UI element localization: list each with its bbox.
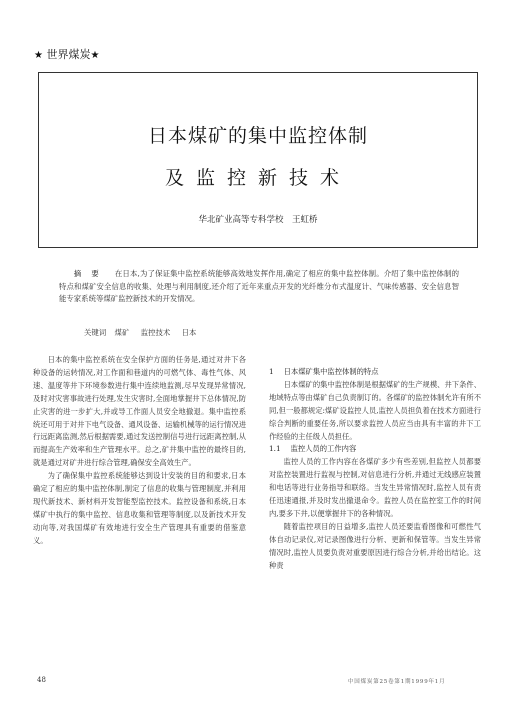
section-heading xyxy=(269,366,481,379)
body-paragraph: 日本的集中监控系统在安全保护方面的任务是,通过对井下各种设备的运转情况,对工作面和巷道内的可燃气体、毒性气体、风速、温度等井下环境参数进行集中连续地监测,尽早发现异常情况,及时对灾害事故进行处理,发生灾害时,全面地掌握井下总体情况,防止灾害的进一步扩大,并或导工作面人员安全地撤退。集中监控系统还可用于对井下电气设备、通风设备、运输机械等的运行情况进行远距离监测,然后根据需要,通过发送控制信号进行远距离控制,从而提高生产效率和生产管理水平。总之,矿井集中监控的最终目的,就是通过对矿井进行综合管理,确保安全高效生产。 xyxy=(33,355,246,468)
subsection-heading xyxy=(269,443,481,456)
subsection-number: 1.1 xyxy=(269,444,281,454)
page-number: 48 xyxy=(37,676,46,684)
column-label-text: 世界煤炭 xyxy=(42,48,91,61)
section-title: 日本煤矿集中监控体制的特点 xyxy=(283,367,379,376)
subsection-title: 监控人员的工作内容 xyxy=(290,444,357,454)
keyword: 监控技术 xyxy=(140,328,171,337)
article-title: 日本煤矿的集中监控体制 xyxy=(147,125,368,147)
keywords-label: 关键词 xyxy=(84,328,107,337)
left-column xyxy=(33,354,246,548)
abstract xyxy=(59,268,459,306)
body-paragraph: 监控人员的工作内容在各煤矿多少有些差别,但监控人员都要对监控装置进行监视与控制,对信息进行分析,并通过无线感应装置和电话等进行业务指导和联络。当发生异常情况时,监控人员有责任迅速通报,并及时发出撤退命令。监控人员在监控室工作的时间内,要多下井,以便掌握井下的各种情况。 xyxy=(269,457,481,518)
article-subtitle: 及监控新技术 xyxy=(164,167,351,189)
column-label xyxy=(34,46,99,62)
abstract-label: 摘要 xyxy=(73,269,109,278)
keywords xyxy=(84,327,205,338)
title-box xyxy=(38,72,478,248)
author-affiliation: 华北矿业高等专科学校 王虹桥 xyxy=(198,215,318,225)
keyword: 日本 xyxy=(181,328,197,337)
star-icon: ★ xyxy=(34,50,43,61)
journal-citation: 中国煤炭第25卷第1期1999年1月 xyxy=(348,679,446,685)
star-icon: ★ xyxy=(90,50,100,61)
keyword: 煤矿 xyxy=(114,328,130,337)
body-paragraph: 为了确保集中监控系统能够达到设计安装的目的和要求,日本确定了相应的集中监控体制,制定了信息的收集与管理制度,并利用现代新技术、新材料开发智能型监控技术。监控设备和系统,日本煤矿中执行的集中监控、信息收集和管理等制度,以及新技术开发动向等,对我国煤矿有效地进行安全生产管理具有重要的借鉴意义。 xyxy=(33,471,246,545)
body-paragraph: 日本煤矿的集中监控体制是根据煤矿的生产规模、井下条件、地域特点等由煤矿自己负责制订的。各煤矿的监控体制允许有所不同,但一般都规定:煤矿设监控人员,监控人员担负着在技术方面进行综合判断的重要任务,所以要求监控人员应当由具有丰富的井下工作经验的主任级人员担任。 xyxy=(269,379,481,441)
section-number: 1 xyxy=(269,367,274,376)
right-column xyxy=(269,366,481,573)
abstract-text: 在日本,为了保证集中监控系统能够高效地发挥作用,确定了相应的集中监控体制。介绍了集中监控体制的特点和煤矿安全信息的收集、处理与利用制度,还介绍了近年来重点开发的光纤维分布式温度计、气味传感器、安全信息智能专家系统等煤矿监控新技术的开发情况。 xyxy=(59,269,459,304)
body-paragraph: 随着监控项目的日益增多,监控人员还要监看图像和可燃性气体自动记录仪,对记录图像进行分析、更新和保管等。当发生异常情况时,监控人员要负责对重要原因进行综合分析,并给出结论。这种责 xyxy=(269,521,481,570)
